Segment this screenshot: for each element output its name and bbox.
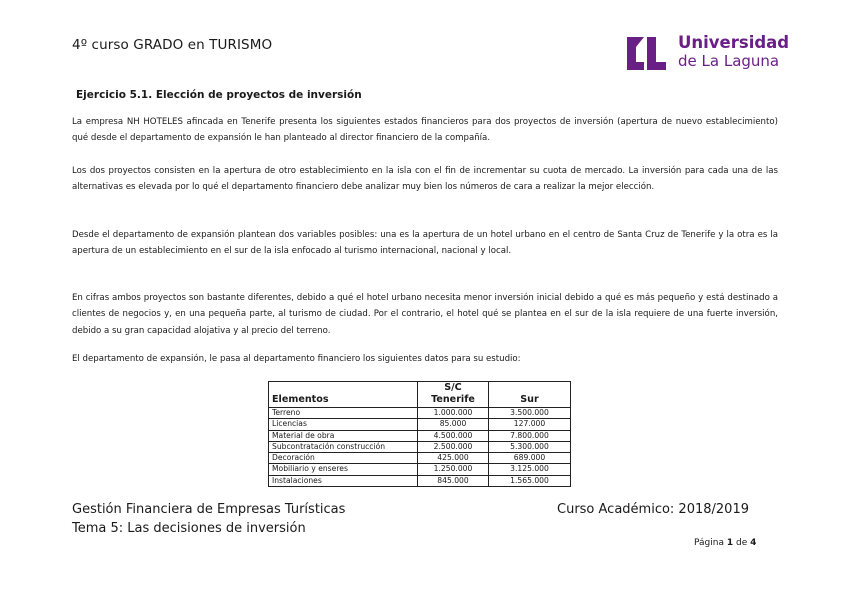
university-logo [624, 34, 794, 74]
row-value-sc: 1.000.000 [418, 408, 489, 419]
row-label: Licencias [269, 419, 418, 430]
ull-logo-icon [624, 34, 670, 72]
row-value-sc: 845.000 [418, 475, 489, 486]
page-of: de [736, 538, 748, 548]
header-sc-line: S/C [444, 382, 462, 393]
row-value-sc: 4.500.000 [418, 430, 489, 441]
row-value-sur: 7.800.000 [489, 430, 571, 441]
row-label: Material de obra [269, 430, 418, 441]
footer-topic: Tema 5: Las decisiones de inversión [72, 521, 306, 536]
row-label: Mobiliario y enseres [269, 464, 418, 475]
page-total: 4 [750, 538, 757, 548]
row-value-sur: 689.000 [489, 453, 571, 464]
page-number [694, 538, 756, 548]
row-value-sur: 3.500.000 [489, 408, 571, 419]
row-label: Subcontratación construcción [269, 441, 418, 452]
table-row [269, 441, 571, 452]
paragraph-data-intro: El departamento de expansión, le pasa al departamento financiero los siguientes datos para su estudio: [72, 354, 521, 364]
row-label: Instalaciones [269, 475, 418, 486]
paragraph-figures: En cifras ambos proyectos son bastante diferentes, debido a qué el hotel urbano necesita menor inversión inicial debido a qué es más pequeño y está destinado a clientes de negocios y, en una pequeña parte, al turismo de ciudad. Por el contrario, el hotel qué se plantea en el sur de la isla requiere de una fuerte inversión, debido a su gran capacidad alojativa y al precio del terreno. [72, 293, 778, 336]
header-tenerife-line: Tenerife [431, 394, 475, 405]
row-value-sur: 3.125.000 [489, 464, 571, 475]
paragraph-variables: Desde el departamento de expansión plantean dos variables posibles: una es la apertura de un hotel urbano en el centro de Santa Cruz de Tenerife y la otra es la apertura de un establecimiento en el sur de la isla enfocado al turismo internacional, nacional y local. [72, 230, 778, 257]
row-label: Terreno [269, 408, 418, 419]
page-current: 1 [726, 538, 734, 548]
row-value-sc: 425.000 [418, 453, 489, 464]
row-value-sc: 1.250.000 [418, 464, 489, 475]
exercise-title: Ejercicio 5.1. Elección de proyectos de inversión [76, 89, 362, 101]
course-header: 4º curso GRADO en TURISMO [72, 37, 273, 53]
row-value-sur: 5.300.000 [489, 441, 571, 452]
footer-academic-year: Curso Académico: 2018/2019 [557, 502, 749, 517]
table-row [269, 453, 571, 464]
row-value-sc: 2.500.000 [418, 441, 489, 452]
paragraph-intro: La empresa NH HOTELES afincada en Tenerife presenta los siguientes estados financieros para dos proyectos de inversión (apertura de nuevo establecimiento) qué desde el departamento de expansión le han planteado al director financiero de la compañía. [72, 117, 778, 144]
header-sur: Sur [489, 382, 571, 408]
header-sc-tenerife [418, 382, 489, 408]
table-row [269, 408, 571, 419]
table-header-row [269, 382, 571, 408]
header-elementos: Elementos [269, 382, 418, 408]
page-label: Página [694, 538, 724, 548]
table-row [269, 475, 571, 486]
logo-line1: Universidad [678, 33, 790, 52]
table-row [269, 464, 571, 475]
table-row [269, 419, 571, 430]
row-value-sc: 85.000 [418, 419, 489, 430]
row-label: Decoración [269, 453, 418, 464]
row-value-sur: 127.000 [489, 419, 571, 430]
investment-table [268, 381, 571, 487]
logo-line2: de La Laguna [678, 52, 780, 70]
footer-subject: Gestión Financiera de Empresas Turísticas [72, 502, 346, 517]
row-value-sur: 1.565.000 [489, 475, 571, 486]
table-row [269, 430, 571, 441]
paragraph-projects: Los dos proyectos consisten en la apertura de otro establecimiento en la isla con el fin de incrementar su cuota de mercado. La inversión para cada una de las alternativas es elevada por lo qué el departamento financiero debe analizar muy bien los números de cara a realizar la mejor elección. [72, 166, 778, 193]
